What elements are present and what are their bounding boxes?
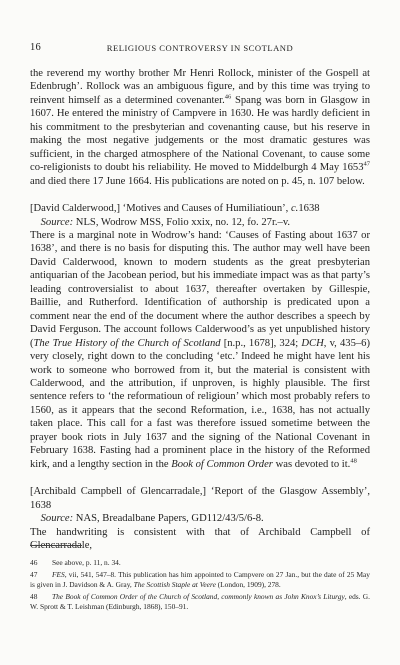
running-title: RELIGIOUS CONTROVERSY IN SCOTLAND — [106, 43, 294, 53]
entry-text-campbell: The handwriting is consistent with that of Archibald Campbell of Glencarradale, — [30, 526, 370, 551]
book-title-common-order: Book of Common Order — [171, 458, 273, 470]
footnote-48: 48 The Book of Common Order of the Church of Scotland, commonly known as John Knox’s Liturgy, eds. G. W. Sprott & T. Leishman (Edinburgh, 1868), 150–91. — [30, 591, 370, 612]
footnotes — [30, 558, 370, 614]
entry-heading-campbell: [Archibald Campbell of Glencarradale,] ‘Report of the Glasgow Assembly’, 1638 — [30, 486, 370, 511]
footnote-46: 46 See above, p. 11, n. 34. — [30, 558, 121, 567]
page-number: 16 — [30, 42, 41, 53]
footnote-divider — [30, 545, 82, 546]
paragraph-continuation: the reverend my worthy brother Mr Henri Rollock, minister of the Gospell at Edenbrugh’. Rollock was an ambiguous figure, and by this time was trying to reinvent himself as a determined covenanter.$^{46}$ Spang was born in Glasgow in 1607. He entered the ministry of Campvere in 1630. He was hardly deficient in his commitment to the presbyterian and covenanting cause, but his reserve in making the most negative judgements or the most dramatic gestures was sufficient, in the charged atmosphere of the National Covenant, to cause some co-religionists to doubt his reliability. He moved to Middelburgh 4 May 1653$^{47}$ and died there 17 June 1664. His publications are noted on p. 45, n. 107 below. — [30, 68, 370, 187]
main-text — [30, 67, 370, 552]
footnote-ref-48[interactable]: 48 — [350, 457, 357, 465]
entry-text-calderwood: There is a marginal note in Wodrow’s hand: ‘Causes of Fasting about 1637 or 1638’, and there is no basis for disputing this. The author may well have been David Calderwood, known to modern students as the great presbyterian antiquarian of the Jacobean period, but his immediate impact was as that party’s leading controversialist to about 1637, thereafter overtaken by Gillespie, Baillie, and Rutherford. Identification of authorship is predicated upon a comment near the end of the document where the author describes a speech by David Ferguson. The account follows Calderwood’s as yet unpublished history (The True History of the Church of Scotland [n.p., 1678], 324; DCH, v, 435–6) very closely, right down to the concluding ‘etc.’ Indeed he might have lent his work to someone who borrowed from it, but the material is consistent with Calderwood, and the attribution, if unproven, is highly plausible. The first sentence refers to ‘the reformatioun of religioun’ which most probably refers to 1560, as it appears that the second Reformation, i.e., 1638, has not actually taken place. This call for a fast was therefore issued sometime between the prayer book riots in July 1637 and the signing of the National Covenant in February 1638. Fasting had a prominent place in the history of the Reformed kirk, and a lengthy section in the Book of Common Order was devoted to it.$^{48}$ — [30, 229, 370, 470]
entry-source-campbell: Source: NAS, Breadalbane Papers, GD112/43/5/6-8. — [40, 513, 264, 525]
book-title-true-history: The True History of the Church of Scotland — [33, 337, 221, 349]
footnote-ref-47[interactable]: 47 — [363, 160, 370, 168]
entry-heading-calderwood: [David Calderwood,] ‘Motives and Causes of Humiliatioun’, c.1638 — [30, 203, 320, 215]
footnote-47: 47 FES, vii, 541, 547–8. This publication has him appointed to Campvere on 27 Jan., but the date of 25 May is given in J. Davidson & A. Gray, The Scottish Staple at Veere (London, 1909), 278. — [30, 569, 370, 590]
footnote-ref-46[interactable]: 46 — [224, 93, 232, 101]
entry-source-calderwood: Source: NLS, Wodrow MSS, Folio xxix, no. 12, fo. 27r.–v. — [40, 216, 291, 228]
